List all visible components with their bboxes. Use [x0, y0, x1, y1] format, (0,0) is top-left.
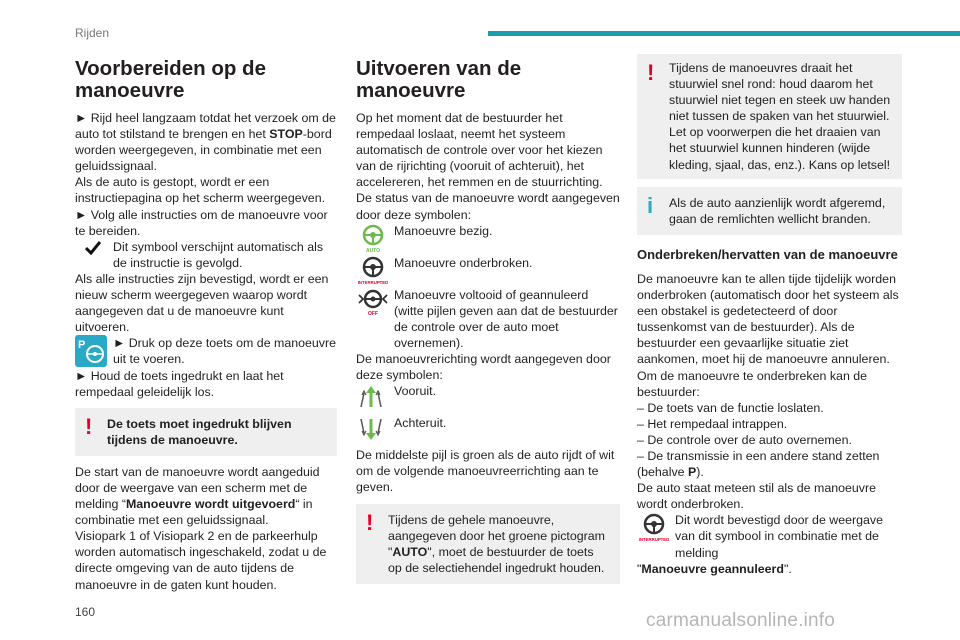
paragraph: "Manoeuvre geannuleerd".	[637, 561, 792, 576]
arrow-backward-icon	[356, 415, 386, 447]
direction-backward-text: Achteruit.	[394, 416, 447, 431]
direction-backward-row	[356, 415, 620, 447]
paragraph: De start van de manoeuvre wordt aangeduid door de weergave van een scherm met de melding “Manoeuvre wordt uitgevoerd“ in combinatie met een geluidssignaal.	[75, 464, 320, 528]
paragraph: Om de manoeuvre te onderbreken kan de bestuurder:	[637, 368, 868, 399]
page-number: 160	[75, 605, 96, 619]
symbol-busy-row	[356, 223, 620, 255]
list-item: – De transmissie in een andere stand zetten	[637, 448, 880, 463]
paragraph: Als alle instructies zijn bevestigd, wordt er een nieuw scherm weergegeven waarop wordt aangegeven dat u de manoeuvre kunt uitvoeren.	[75, 271, 329, 335]
subsection-title: Onderbreken/hervatten van de manoeuvre	[637, 246, 898, 262]
svg-text:P: P	[78, 339, 86, 352]
list-item: – Het rempedaal intrappen.	[637, 416, 788, 431]
direction-forward-row	[356, 383, 620, 415]
header-accent-bar	[488, 31, 960, 36]
steering-wheel-off-icon	[356, 287, 390, 321]
info-icon: i	[647, 192, 654, 218]
arrow-forward-icon	[356, 383, 386, 415]
column-2	[356, 58, 620, 584]
warning-box-steering	[637, 54, 902, 179]
confirm-symbol-row	[637, 512, 902, 560]
paragraph: De auto staat meteen stil als de manoeuvre wordt onderbroken.	[637, 481, 876, 512]
checkmark-icon	[85, 241, 101, 259]
svg-text:INTERRUPTED: INTERRUPTED	[638, 537, 670, 543]
steering-wheel-interrupted-icon	[637, 512, 671, 546]
steering-wheel-interrupted-icon	[356, 255, 390, 289]
info-text: Als de auto aanzienlijk wordt afgeremd, gaan de remlichten wellicht branden.	[669, 195, 886, 226]
column-3	[637, 54, 902, 577]
warning-text: Tijdens de gehele manoeuvre, aangegeven door het groene pictogram "AUTO", moet de bestuurder de toets op de selectiehendel ingedrukt houden.	[388, 512, 605, 575]
svg-text:INTERRUPTED: INTERRUPTED	[357, 279, 389, 285]
check-symbol-row	[75, 239, 337, 271]
list-item: – De toets van de functie loslaten.	[637, 400, 824, 415]
list-item-tail: (behalve P).	[637, 465, 704, 480]
paragraph: Visiopark 1 of Visiopark 2 en de parkeerhulp worden automatisch ingeschakeld, zodat u de directe omgeving van de auto tijdens de manoeuvre in de gaten kunt houden.	[75, 529, 327, 592]
section-header: Rijden	[75, 26, 110, 40]
warning-box	[356, 504, 620, 584]
symbol-done-text: Manoeuvre voltooid of geannuleerd (witte pijlen geven aan dat de bestuurder de controle over de auto moet overnemen).	[394, 287, 618, 350]
warning-icon: !	[85, 413, 93, 439]
park-button-row	[75, 335, 337, 367]
watermark: carmanualsonline.info	[646, 610, 836, 631]
symbol-done-row	[356, 287, 620, 351]
symbol-interrupted-text: Manoeuvre onderbroken.	[394, 255, 533, 270]
list-item: – De controle over de auto overnemen.	[637, 432, 852, 447]
warning-text: Tijdens de manoeuvres draait het stuurwiel snel rond: houd daarom het stuurwiel niet tegen en steek uw handen niet tussen de spaken van het stuurwiel. Let op voorwerpen die het draaien van het stuurwiel kunnen hinderen (wijde kleding, sjaal, das, enz.). Kans op letsel!	[669, 61, 891, 172]
paragraph: ► Rijd heel langzaam totdat het verzoek om de auto tot stilstand te brengen en het STOP-bord worden weergegeven, in combinatie met een geluidssignaal.	[75, 111, 336, 174]
warning-icon: !	[647, 60, 655, 85]
park-button-text: ► Druk op deze toets om de manoeuvre uit te voeren.	[113, 336, 337, 367]
info-box	[637, 187, 902, 235]
paragraph: De manoeuvre kan te allen tijde tijdelijk worden onderbroken (automatisch door het systeem als een obstakel is gedetecteerd of door tussenkomst van de bestuurder). Als de bestuurder een gevaarlijke situatie ziet aankomen, moet hij de manoeuvre annuleren.	[637, 271, 899, 367]
paragraph: De status van de manoeuvre wordt aangegeven door deze symbolen:	[356, 191, 620, 222]
check-symbol-text: Dit symbool verschijnt automatisch als de instructie is gevolgd.	[113, 239, 324, 270]
warning-text: De toets moet ingedrukt blijven tijdens de manoeuvre.	[107, 416, 292, 447]
paragraph: ► Volg alle instructies om de manoeuvre voor te bereiden.	[75, 207, 328, 238]
paragraph: Op het moment dat de bestuurder het rempedaal loslaat, neemt het systeem automatisch de controle over voor het kiezen van de rijrichting (vooruit of achteruit), het accelereren, het remmen en de stuurrichting.	[356, 111, 603, 190]
warning-box	[75, 408, 337, 456]
column-1	[75, 58, 337, 593]
section-title-prepare: Voorbereiden op de manoeuvre	[75, 57, 266, 102]
park-assist-button-icon	[75, 335, 107, 367]
direction-forward-text: Vooruit.	[394, 384, 437, 399]
symbol-busy-text: Manoeuvre bezig.	[394, 223, 493, 238]
paragraph: De manoeuvrerichting wordt aangegeven door deze symbolen:	[356, 352, 611, 383]
paragraph: Als de auto is gestopt, wordt er een instructiepagina op het scherm weergegeven.	[75, 175, 326, 206]
symbol-interrupted-row	[356, 255, 620, 287]
svg-text:AUTO: AUTO	[365, 247, 381, 253]
steering-wheel-auto-icon	[356, 223, 390, 257]
confirm-symbol-text: Dit wordt bevestigd door de weergave van dit symbool in combinatie met de melding	[675, 513, 884, 560]
svg-text:OFF: OFF	[368, 310, 378, 317]
section-title-execute: Uitvoeren van de manoeuvre	[356, 57, 522, 102]
paragraph: De middelste pijl is groen als de auto rijdt of wit om de volgende manoeuvreerrichting aan te geven.	[356, 448, 615, 495]
warning-icon: !	[366, 509, 374, 535]
paragraph: ► Houd de toets ingedrukt en laat het rempedaal geleidelijk los.	[75, 368, 284, 399]
